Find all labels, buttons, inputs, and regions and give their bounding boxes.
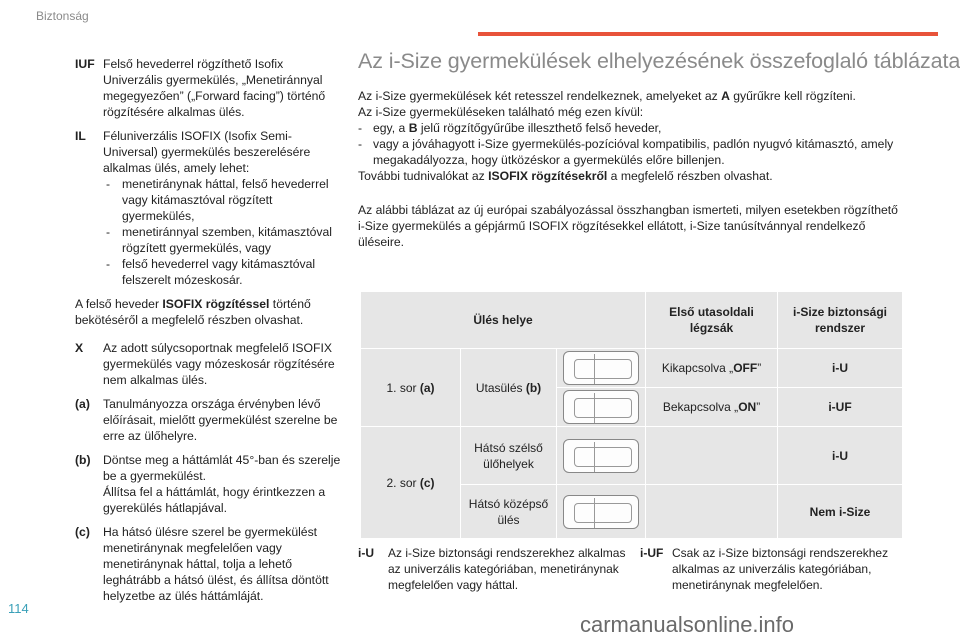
note-iu: i-U Az i-Size biztonsági rendszerekhez alkalmas az univerzális kategóriában, menetiránynak megfelelően vagy háttal. [358, 546, 626, 592]
th-airbag: Első utasoldali légzsák [646, 292, 778, 349]
page-title: Az i-Size gyermekülések elhelyezésének összefoglaló táblázata [358, 49, 960, 73]
list-item: - menetiránynak háttal, felső hevederrel vagy kitámasztóval rögzített gyermekülés, [103, 176, 345, 224]
isofix-paragraph: A felső heveder ISOFIX rögzítéssel történő bekötéséről a megfelelő részben olvashat. [75, 297, 311, 327]
def-iuf [75, 56, 345, 120]
def-key: X [75, 341, 84, 355]
def-c [75, 524, 345, 604]
intro-line: Az i-Size gyermekülések két retesszel rendelkeznek, amelyeket az A gyűrűkre kell rögzíteni. [358, 89, 856, 103]
def-text: Tanulmányozza országa érvényben lévő előírásait, mielőtt gyermekülést szerelne be erre az ülőhelyre. [103, 397, 338, 443]
isize-value: i-UF [778, 388, 903, 427]
list-item: - menetiránnyal szemben, kitámasztóval rögzített gyermekülés, vagy [103, 224, 345, 256]
isize-table [360, 291, 903, 539]
dash-item: - egy, a B jelű rögzítőgyűrűbe illeszthető felső heveder, [358, 120, 903, 136]
left-column [75, 56, 345, 612]
rear-middle-seat: Hátsó középső ülés [461, 485, 557, 539]
row2-label: 2. sor (c) [361, 427, 461, 539]
intro-line: Az i-Size gyermeküléseken található még ezen kívül: [358, 105, 644, 119]
table-row [361, 349, 903, 388]
airbag-on: Bekapcsolva „ON” [646, 388, 778, 427]
th-isize: i-Size biztonsági rendszer [778, 292, 903, 349]
def-x [75, 340, 345, 388]
page-number: 114 [8, 601, 29, 616]
passenger-seat: Utasülés (b) [461, 349, 557, 427]
def-a [75, 396, 345, 444]
isize-value: Nem i-Size [778, 485, 903, 539]
def-text: Féluniverzális ISOFIX (Isofix Semi-Universal) gyermekülés beszerelésére alkalmas ülés, amely lehet: [103, 129, 311, 175]
watermark: carmanualsonline.info [580, 612, 795, 637]
car-seat-icon [563, 390, 639, 424]
def-b [75, 452, 345, 516]
def-text: Döntse meg a háttámlát 45°-ban és szerelje be a gyermekülést. [103, 453, 341, 483]
row1-label: 1. sor (a) [361, 349, 461, 427]
isize-value: i-U [778, 427, 903, 485]
def-key: IL [75, 129, 86, 143]
airbag-off: Kikapcsolva „OFF” [646, 349, 778, 388]
def-text: Állítsa fel a háttámlát, hogy érintkezzen a gyerekülés hátlapjával. [103, 485, 326, 515]
table-header-row [361, 292, 903, 349]
table-intro: Az alábbi táblázat az új európai szabályozással összhangban ismerteti, milyen esetekben rögzíthető i-Size gyermekülés a gépjármű ISOFIX rögzítésekkel ellátott, i-Size tanúsítvánnyal rendelkező üléseire. [358, 203, 898, 249]
def-text: Felső hevederrel rögzíthető Isofix Univerzális gyermekülés, „Menetiránnyal megegyezően” („Forward facing”) történő rögzítésére alkalmas ülés. [103, 57, 326, 119]
def-key: (c) [75, 525, 90, 539]
def-text: Az adott súlycsoportnak megfelelő ISOFIX gyermekülés vagy mózeskosár rögzítésére nem alkalmas ülés. [103, 341, 335, 387]
section-header: Biztonság [36, 9, 89, 23]
car-seat-icon [563, 495, 639, 529]
isize-value: i-U [778, 349, 903, 388]
def-il [75, 128, 345, 288]
th-seat: Ülés helye [361, 292, 646, 349]
note-iuf: i-UF Csak az i-Size biztonsági rendszerekhez alkalmas az univerzális kategóriában, menetiránynak megfelelően. [640, 546, 889, 592]
def-text: Ha hátsó ülésre szerel be gyermekülést menetiránynak megfelelően vagy menetiránynak háttal, tolja a lehető leghátrább a hátsó ülést, és állítsa döntött helyzetbe az ülés háttámláját. [103, 525, 329, 603]
table-row [361, 427, 903, 485]
def-key: (a) [75, 397, 90, 411]
def-key: IUF [75, 57, 95, 71]
dash-item: - vagy a jóváhagyott i-Size gyermekülés-pozícióval kompatibilis, padlón nyugvó kitámasztó, amely megakadályozza, hogy ütközéskor a gyermekülés előre billenjen. [358, 136, 903, 168]
right-column [358, 88, 903, 250]
car-seat-icon [563, 439, 639, 473]
list-item: - felső hevederrel vagy kitámasztóval felszerelt mózeskosár. [103, 256, 345, 288]
header-accent-bar [478, 32, 938, 36]
rear-side-seats: Hátsó szélső ülőhelyek [461, 427, 557, 485]
il-list [103, 176, 345, 288]
intro-line: További tudnivalókat az ISOFIX rögzítésekről a megfelelő részben olvashat. [358, 169, 773, 183]
def-key: (b) [75, 453, 91, 467]
car-seat-icon [563, 351, 639, 385]
